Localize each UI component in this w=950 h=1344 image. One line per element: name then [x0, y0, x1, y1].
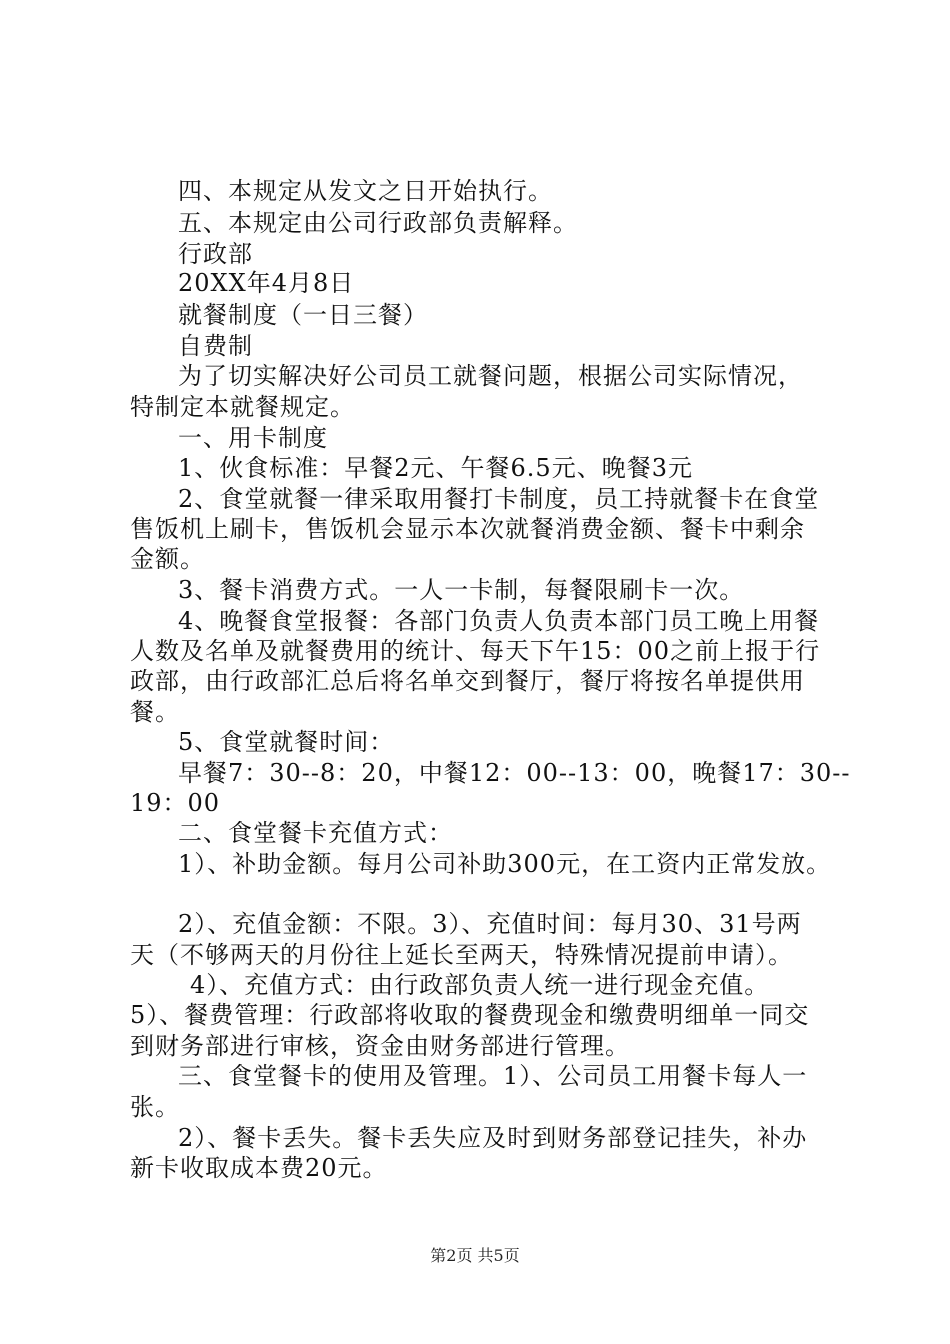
- text-line: 张。: [130, 1093, 180, 1121]
- text-line: 餐。: [130, 698, 180, 726]
- page-number-footer: 第2页 共5页: [430, 1246, 520, 1265]
- text-line: 为了切实解决好公司员工就餐问题，根据公司实际情况，: [178, 362, 803, 390]
- text-line: 新卡收取成本费20元。: [130, 1154, 388, 1182]
- text-line: 天（不够两天的月份往上延长至两天，特殊情况提前申请）。: [130, 941, 793, 969]
- text-line: 19：00: [130, 789, 221, 817]
- text-line: 2）、餐卡丢失。餐卡丢失应及时到财务部登记挂失，补办: [178, 1124, 808, 1152]
- text-line: 5）、餐费管理：行政部将收取的餐费现金和缴费明细单一同交: [130, 1001, 810, 1029]
- text-line: 政部，由行政部汇总后将名单交到餐厅，餐厅将按名单提供用: [130, 667, 805, 695]
- text-line: 四、本规定从发文之日开始执行。: [178, 177, 553, 205]
- text-line: 行政部: [178, 240, 253, 268]
- text-line: 售饭机上刷卡，售饭机会显示本次就餐消费金额、餐卡中剩余: [130, 515, 805, 543]
- text-line: 1）、补助金额。每月公司补助300元，在工资内正常发放。: [178, 850, 832, 878]
- text-line: 三、食堂餐卡的使用及管理。1）、公司员工用餐卡每人一: [178, 1062, 808, 1090]
- text-line: 5、食堂就餐时间：: [178, 728, 395, 756]
- text-line: 到财务部进行审核，资金由财务部进行管理。: [130, 1032, 630, 1060]
- text-line: 4、晚餐食堂报餐：各部门负责人负责本部门员工晚上用餐: [178, 607, 820, 635]
- text-line: 特制定本就餐规定。: [130, 393, 355, 421]
- text-line: 自费制: [178, 332, 253, 360]
- text-line: 人数及名单及就餐费用的统计、每天下午15：00之前上报于行: [130, 637, 821, 665]
- text-line: 4）、充值方式：由行政部负责人统一进行现金充值。: [190, 971, 770, 999]
- text-line: 20XX年4月8日: [178, 269, 355, 297]
- text-line: 五、本规定由公司行政部负责解释。: [178, 209, 578, 237]
- text-line: 一、用卡制度: [178, 424, 328, 452]
- text-line: 二、食堂餐卡充值方式：: [178, 819, 453, 847]
- text-line: 2、食堂就餐一律采取用餐打卡制度，员工持就餐卡在食堂: [178, 485, 820, 513]
- text-line: 金额。: [130, 545, 205, 573]
- text-line: 2）、充值金额：不限。3）、充值时间：每月30、31号两: [178, 910, 802, 938]
- text-line: 3、餐卡消费方式。一人一卡制，每餐限刷卡一次。: [178, 576, 745, 604]
- text-line: 1、伙食标准：早餐2元、午餐6.5元、晚餐3元: [178, 454, 693, 482]
- text-line: 就餐制度（一日三餐）: [178, 301, 428, 329]
- text-line: 早餐7：30--8：20，中餐12：00--13：00，晚餐17：30--: [178, 759, 851, 787]
